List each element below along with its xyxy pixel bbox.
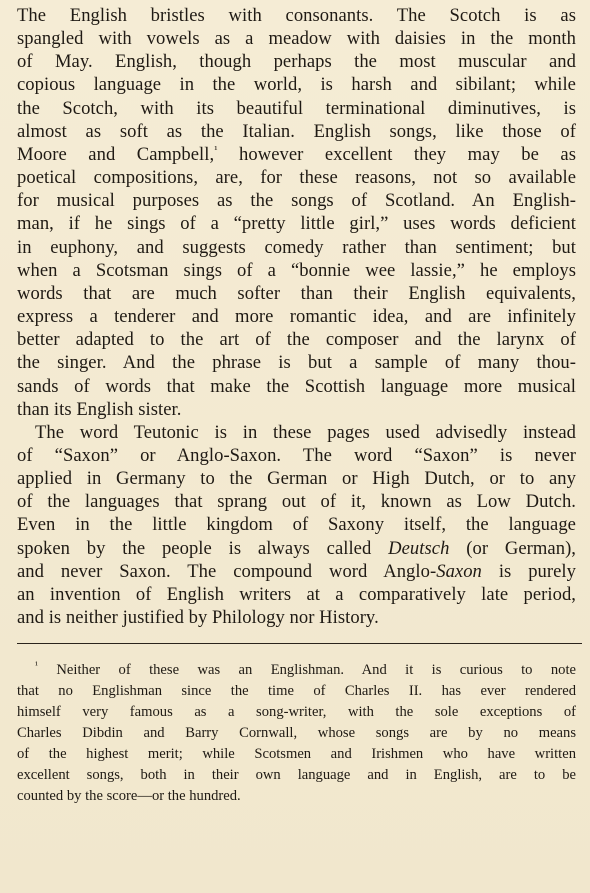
- line-segment: Neither of these was an Englishman. And it is curious to note: [56, 662, 576, 679]
- line-segment: Moore and Campbell,: [17, 143, 215, 165]
- text-line: the Scotch, with its beautiful terminational diminutives, is: [17, 97, 576, 119]
- text-line: than its English sister.: [17, 398, 182, 420]
- footnote-line: counted by the score—or the hundred.: [17, 788, 241, 805]
- main-text: [17, 4, 576, 629]
- line-segment: (or German),: [466, 537, 577, 559]
- text-line-with-italic-word: [17, 537, 576, 560]
- footnote: [17, 660, 576, 807]
- text-line-with-italic-word: [17, 560, 576, 583]
- text-line: almost as soft as the Italian. English songs, like those of: [17, 120, 576, 142]
- text-line: when a Scotsman sings of a “bonnie wee lassie,” he employs: [17, 259, 576, 281]
- text-line: of the languages that sprang out of it, known as Low Dutch.: [17, 491, 576, 513]
- line-segment: however excellent they may be as: [239, 143, 577, 165]
- text-line-with-footnote-reference: [17, 143, 576, 166]
- text-line: in euphony, and suggests comedy rather than sentiment; but: [17, 236, 576, 258]
- text-line: of “Saxon” or Anglo-Saxon. The word “Saxon” is never: [17, 444, 576, 466]
- text-line: express a tenderer and more romantic idea, and are infinitely: [17, 306, 576, 328]
- text-line: man, if he sings of a “pretty little girl,” uses words deficient: [17, 213, 576, 235]
- text-line: The English bristles with consonants. The Scotch is as: [17, 5, 576, 26]
- footnote-line: himself very famous as a song-writer, with the sole exceptions of: [17, 704, 576, 721]
- text-line: an invention of English writers at a comparatively late period,: [17, 583, 576, 605]
- text-line: and is neither justified by Philology nor History.: [17, 607, 379, 629]
- text-line: words that are much softer than their English equivalents,: [17, 282, 576, 304]
- footnote-line: that no Englishman since the time of Charles II. has ever rendered: [17, 683, 576, 700]
- paragraph-teutonic: [17, 421, 576, 629]
- line-segment: is purely: [498, 560, 576, 582]
- text-line: of May. English, though perhaps the most muscular and: [17, 51, 576, 73]
- footnote-divider: [17, 643, 582, 644]
- text-line: the singer. And the phrase is but a sample of many thou-: [17, 352, 576, 374]
- italic-word-saxon: Saxon: [436, 560, 482, 582]
- text-line: for musical purposes as the songs of Scotland. An English-: [17, 190, 576, 212]
- text-line: spangled with vowels as a meadow with daisies in the month: [17, 28, 576, 50]
- paragraph-scots-language: [17, 4, 576, 421]
- footnote-line: Charles Dibdin and Barry Cornwall, whose songs are by no means: [17, 725, 576, 742]
- text-line: sands of words that make the Scottish language more musical: [17, 375, 576, 397]
- footnote-marker: ¹: [35, 660, 38, 672]
- footnote-reference: ¹: [214, 143, 218, 156]
- text-line: applied in Germany to the German or High Dutch, or to any: [17, 468, 576, 490]
- footnote-line: [17, 660, 576, 681]
- text-line: better adapted to the art of the composer and the larynx of: [17, 329, 576, 351]
- line-segment: and never Saxon. The compound word Anglo-: [17, 560, 437, 582]
- italic-word-deutsch: Deutsch: [388, 537, 450, 559]
- text-line: poetical compositions, are, for these reasons, not so available: [17, 167, 576, 189]
- line-segment: spoken by the people is always called: [17, 537, 372, 559]
- footnote-line: of the highest merit; while Scotsmen and Irishmen who have written: [17, 746, 576, 763]
- text-line: Even in the little kingdom of Saxony itself, the language: [17, 514, 576, 536]
- text-line: copious language in the world, is harsh and sibilant; while: [17, 74, 576, 96]
- footnote-line: excellent songs, both in their own language and in English, are to be: [17, 767, 576, 784]
- text-line: The word Teutonic is in these pages used advisedly instead: [35, 421, 576, 443]
